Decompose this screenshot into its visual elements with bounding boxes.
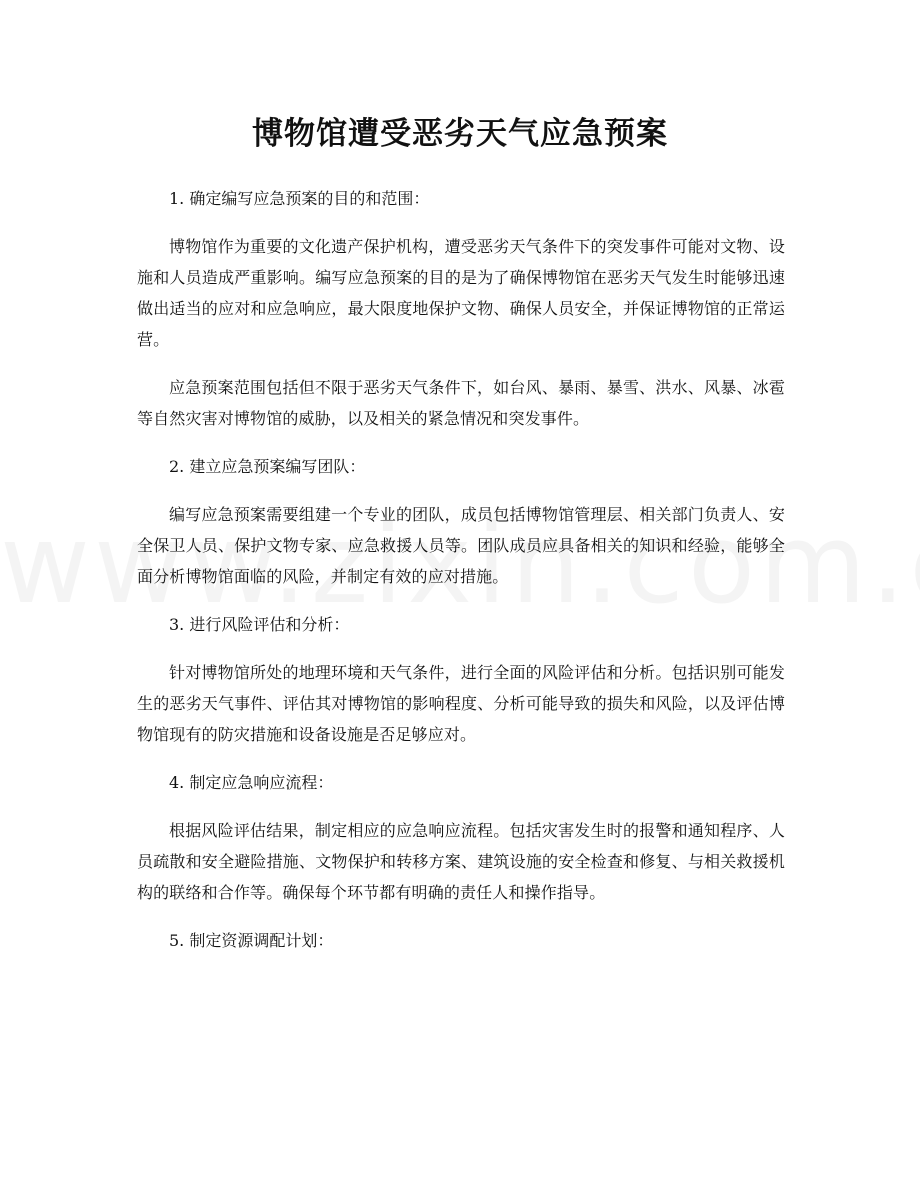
paragraph-purpose: 博物馆作为重要的文化遗产保护机构，遭受恶劣天气条件下的突发事件可能对文物、设施和人员造成严重影响。编写应急预案的目的是为了确保博物馆在恶劣天气发生时能够迅速做出适当的应对和应急响应，最大限度地保护文物、确保人员安全，并保证博物馆的正常运营。 [137, 237, 785, 349]
paragraph-team: 编写应急预案需要组建一个专业的团队，成员包括博物馆管理层、相关部门负责人、安全保卫人员、保护文物专家、应急救援人员等。团队成员应具备相关的知识和经验，能够全面分析博物馆面临的风险，并制定有效的应对措施。 [137, 505, 785, 586]
paragraph-risk: 针对博物馆所处的地理环境和天气条件，进行全面的风险评估和分析。包括识别可能发生的恶劣天气事件、评估其对博物馆的影响程度、分析可能导致的损失和风险，以及评估博物馆现有的防灾措施和设备设施是否足够应对。 [137, 663, 785, 744]
page-title: 博物馆遭受恶劣天气应急预案 [252, 116, 668, 152]
section-heading-1: 1. 确定编写应急预案的目的和范围： [169, 189, 430, 208]
paragraph-scope: 应急预案范围包括但不限于恶劣天气条件下，如台风、暴雨、暴雪、洪水、风暴、冰雹等自然灾害对博物馆的威胁，以及相关的紧急情况和突发事件。 [137, 378, 785, 428]
section-heading-5: 5. 制定资源调配计划： [169, 931, 334, 950]
section-heading-4: 4. 制定应急响应流程： [169, 773, 334, 792]
section-heading-3: 3. 进行风险评估和分析： [169, 615, 350, 634]
paragraph-response: 根据风险评估结果，制定相应的应急响应流程。包括灾害发生时的报警和通知程序、人员疏散和安全避险措施、文物保护和转移方案、建筑设施的安全检查和修复、与相关救援机构的联络和合作等。确保每个环节都有明确的责任人和操作指导。 [137, 821, 785, 902]
document-body [137, 183, 785, 973]
section-heading-2: 2. 建立应急预案编写团队： [169, 457, 366, 476]
